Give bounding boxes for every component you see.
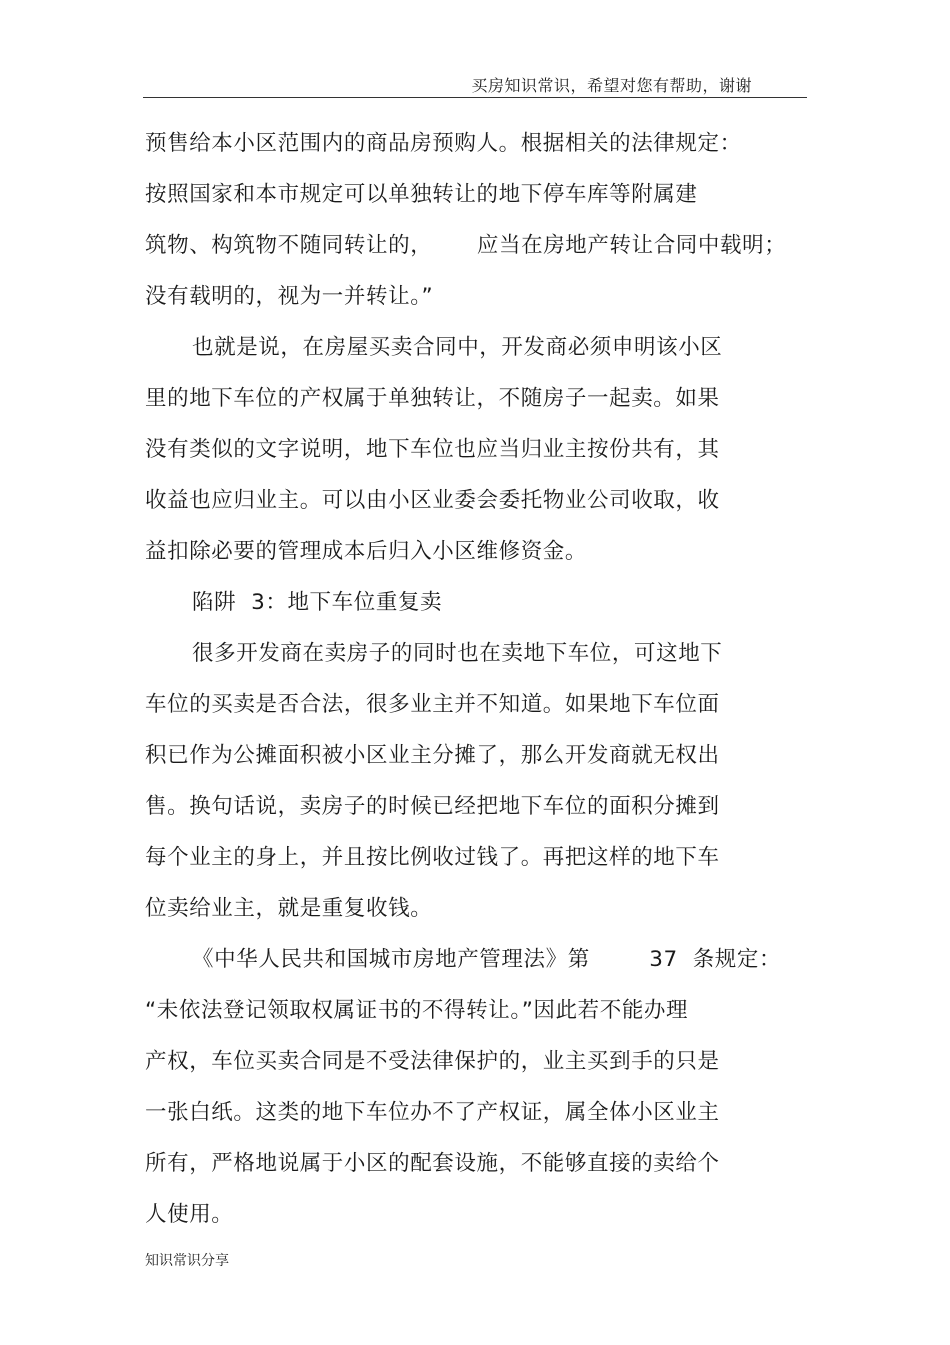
body-line: 积已作为公摊面积被小区业主分摊了，那么开发商就无权出	[145, 743, 720, 768]
body-text	[145, 118, 805, 1240]
body-line: 收益也应归业主。可以由小区业委会委托物业公司收取，收	[145, 488, 720, 513]
body-line: 没有载明的，视为一并转让。”	[145, 284, 434, 309]
body-line: 每个业主的身上，并且按比例收过钱了。再把这样的地下车	[145, 845, 720, 870]
header-text: 买房知识常识，希望对您有帮助，谢谢	[471, 76, 752, 95]
paragraph-start-line: 也就是说，在房屋买卖合同中，开发商必须申明该小区	[192, 335, 723, 360]
body-line: 里的地下车位的产权属于单独转让，不随房子一起卖。如果	[145, 386, 720, 411]
body-line: 筑物、构筑物不随同转让的， 应当在房地产转让合同中载明；	[145, 233, 787, 258]
body-line: 车位的买卖是否合法，很多业主并不知道。如果地下车位面	[145, 692, 720, 717]
body-line: “未依法登记领取权属证书的不得转让。”因此若不能办理	[145, 998, 689, 1023]
page-footer: 知识常识分享	[145, 1253, 229, 1269]
paragraph-start-line: 很多开发商在卖房子的同时也在卖地下车位，可这地下	[192, 641, 723, 666]
body-line: 益扣除必要的管理成本后归入小区维修资金。	[145, 539, 588, 564]
body-line: 人使用。	[145, 1202, 234, 1227]
section-heading: 陷阱 3：地下车位重复卖	[192, 590, 443, 615]
body-line: 一张白纸。这类的地下车位办不了产权证，属全体小区业主	[145, 1100, 720, 1125]
body-line: 产权，车位买卖合同是不受法律保护的，业主买到手的只是	[145, 1049, 720, 1074]
body-line: 位卖给业主，就是重复收钱。	[145, 896, 433, 921]
body-line: 按照国家和本市规定可以单独转让的地下停车库等附属建	[145, 182, 698, 207]
body-line: 没有类似的文字说明，地下车位也应当归业主按份共有，其	[145, 437, 720, 462]
body-line: 售。换句话说，卖房子的时候已经把地下车位的面积分摊到	[145, 794, 720, 819]
header-divider	[143, 97, 807, 98]
body-line: 所有，严格地说属于小区的配套设施，不能够直接的卖给个	[145, 1151, 720, 1176]
body-line: 预售给本小区范围内的商品房预购人。根据相关的法律规定：	[145, 131, 742, 156]
paragraph-start-line: 《中华人民共和国城市房地产管理法》第 37 条规定：	[192, 947, 782, 972]
